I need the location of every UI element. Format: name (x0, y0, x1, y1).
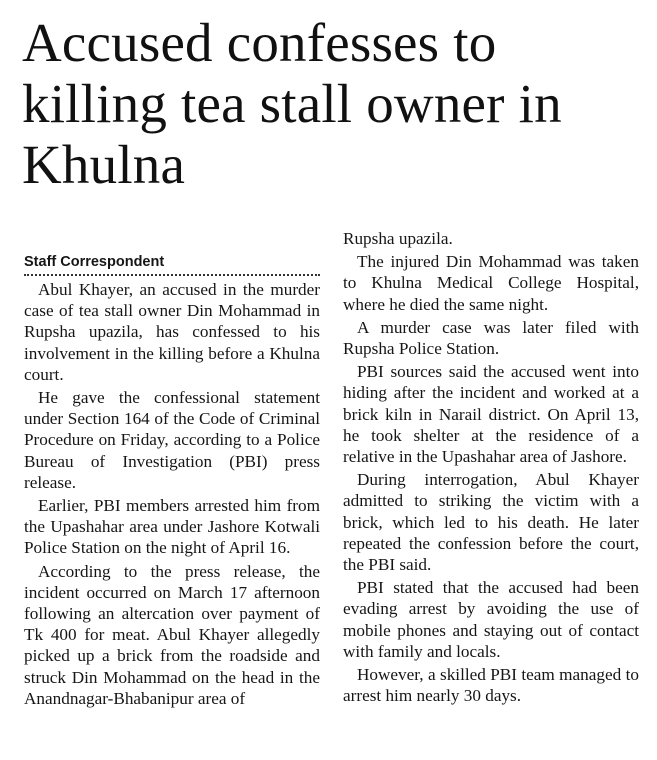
headline: Accused confesses to killing tea stall owner in Khulna (22, 12, 562, 195)
article-paragraph: The injured Din Mohammad was taken to Khulna Medical College Hospital, where he died the same night. (343, 252, 639, 314)
article-paragraph: During interrogation, Abul Khayer admitted to striking the victim with a brick, which led to his death. He later repeated the confession before the court, the PBI said. (343, 470, 639, 575)
article-paragraph: Abul Khayer, an accused in the murder case of tea stall owner Din Mohammad in Rupsha upazila, has confessed to his involvement in the killing before a Khulna court. (24, 280, 320, 384)
article-paragraph: PBI sources said the accused went into hiding after the incident and worked at a brick kiln in Narail district. On April 13, he took shelter at the residence of a relative in the Upashahar area of Jashore. (343, 362, 639, 467)
article-paragraph: He gave the confessional statement under Section 164 of the Code of Criminal Procedure on Friday, according to a Police Bureau of Investigation (PBI) press release. (24, 388, 320, 492)
article-paragraph: A murder case was later filed with Rupsha Police Station. (343, 317, 639, 359)
byline: Staff Correspondent (24, 228, 320, 276)
article-column-left (24, 228, 320, 711)
article-paragraph: PBI stated that the accused had been evading arrest by avoiding the use of mobile phones and staying out of contact with family and locals. (343, 578, 639, 661)
article-paragraph: According to the press release, the incident occurred on March 17 afternoon following an altercation over payment of Tk 400 for meat. Abul Khayer allegedly picked up a brick from the roadside and struck Din Mohammad on the head in the Anandnagar-Bhabanipur area of (24, 561, 320, 708)
article-column-right (343, 228, 639, 708)
article-paragraph-continuation: Rupsha upazila. (343, 229, 453, 248)
article-paragraph: Earlier, PBI members arrested him from the Upashahar area under Jashore Kotwali Police Station on the night of April 16. (24, 496, 320, 558)
article-paragraph: However, a skilled PBI team managed to arrest him nearly 30 days. (343, 665, 639, 706)
